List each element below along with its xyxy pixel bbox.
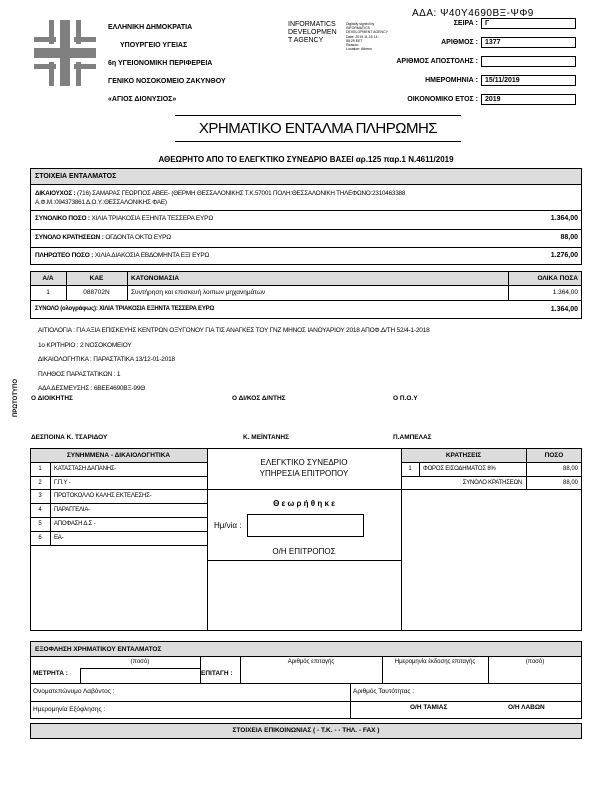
total-amount-words: ΧΙΛΙΑ ΤΡΙΑΚΟΣΙΑ ΕΞΗΝΤΑ ΤΕΣΣΕΡΑ ΕΥΡΩ [91,215,213,222]
cash-label: ΜΕΤΡΗΤΑ : [33,670,68,677]
stamp-small-7: Location: Athens [346,47,372,52]
supporting-item-1: ΚΑΤΑΣΤΑΣΗ ΔΑΠΑΝΗΣ- [54,466,117,472]
recipient-label: Ο/Η ΛΑΒΩΝ [508,704,545,711]
stamp-label-2: DEVELOPMEN [288,29,337,36]
stamp-label-3: T AGENCY [288,37,324,44]
signature-name-pou: Π.ΑΜΠΕΛΑΣ [393,434,432,441]
kae-col-kae: ΚΑΕ [89,275,104,282]
total-amount-value: 1.364,00 [550,215,578,222]
fiscal-year-label: ΟΙΚΟΝΟΜΙΚΟ ΕΤΟΣ : [407,96,478,103]
supporting-documents: ΔΙΚΑΙΟΛΟΓΗΤΙΚΑ : ΠΑΡΑΣΤΑΤΙΚΑ 13/12-01-2018 [38,356,175,363]
contact-footer: ΣΤΟΙΧΕΙΑ ΕΠΙΚΟΙΝΩΝΙΑΣ ( - Τ.Κ. - - ΤΗΛ. - FAX ) [232,727,380,734]
supporting-item-2: Γ.Π.Υ - [54,480,71,486]
deductions-header: ΚΡΑΤΗΣΕΙΣ [445,452,482,459]
signature-name-admin-director: Κ. ΜΕΪΝΤΑΝΗΣ [243,434,290,441]
org-line-ministry: ΥΠΟΥΡΓΕΙΟ ΥΓΕΙΑΣ [120,42,188,49]
audit-office-line-2: ΥΠΗΡΕΣΙΑ ΕΠΙΤΡΟΠΟΥ [259,469,349,478]
deductions-total-value: 88,00 [560,234,578,241]
check-amount-caption: (ποσό) [525,659,545,665]
stamp-small-2: INFORMATICS [346,26,370,31]
beneficiary-line-2: Α.Φ.Μ.:094373861 Δ.Ο.Υ.:ΘΕΣΣΑΛΟΝΙΚΗΣ ΦΑΕ) [35,199,167,206]
org-line-hospital-name: «ΑΓΙΟΣ ΔΙΟΝΥΣΙΟΣ» [108,96,177,103]
kae-row-amount: 1.364,00 [552,289,578,296]
kae-col-aa: Α/Α [42,275,54,282]
deductions-total-row-label: ΣΥΝΟΛΟ ΚΡΑΤΗΣΕΩΝ [462,480,522,486]
recipient-name-label: Ονοματεπώνυμο Λαβόντος : [33,688,115,695]
stamp-small-1: Digitally signed by [346,22,375,26]
check-issue-date-caption: Ημερομηνία έκδοσης επιταγής [394,659,476,665]
deductions-total-words: ΟΓΔΟΝΤΑ ΟΚΤΩ ΕΥΡΩ [105,234,171,241]
criterion: 1ο ΚΡΙΤΗΡΙΟ : 2 ΝΟΣΟΚΟΜΕΙΟΥ [38,341,132,349]
supporting-item-n-3: 3 [38,493,42,499]
number-field[interactable]: 1377 [481,37,576,48]
payable-amount-label: ΠΛΗΡΩΤΕΟ ΠΟΣΟ : [35,252,94,259]
supporting-item-n-5: 5 [38,521,42,527]
kae-row-code: 088702Ν [83,289,110,296]
kae-row-aa: 1 [46,289,50,296]
supporting-item-n-1: 1 [38,466,42,472]
signature-title-director: Ο ΔΙΟΙΚΗΤΗΣ [31,395,73,402]
stamp-label-1: INFORMATICS [288,21,336,28]
fiscal-year-field[interactable]: 2019 [481,94,576,105]
total-amount-label: ΣΥΝΟΛΙΚΟ ΠΟΣΟ : [35,215,90,222]
kae-row-name: Συντήρηση και επισκευή λοιπων μηχανημάτων [131,289,266,296]
original-side-label: ΠΡΩΤΟΤΥΠΟ [13,378,19,418]
payable-amount-value: 1.276,00 [550,252,578,259]
logo-cross-icon [34,20,96,86]
kae-col-amount: ΟΛΙΚΑ ΠΟΣΑ [537,275,578,282]
stoixeia-header: ΣΤΟΙΧΕΙΑ ΕΝΤΑΛΜΑΤΟΣ [35,173,117,180]
document-subtitle: ΑΘΕΩΡΗΤΟ ΑΠΟ ΤΟ ΕΛΕΓΚΤΙΚΟ ΣΥΝΕΔΡΙΟ ΒΑΣΕΙ αρ.125 παρ.1 Ν.4611/2019 [158,155,454,164]
org-line-region: 6η ΥΓΕΙΟΝΟΜΙΚΗ ΠΕΡΙΦΕΡΕΙΑ [108,60,213,67]
ada-code: ΑΔΑ: Ψ40Υ4690ΒΞ-ΨΦ9 [412,8,534,19]
supporting-header: ΣΥΝΗΜΜΕΝΑ - ΔΙΚΑΙΟΛΟΓΗΤΙΚΑ [66,452,171,459]
dispatch-number-label: ΑΡΙΘΜΟΣ ΑΠΟΣΤΟΛΗΣ : [396,58,478,65]
deductions-amount-header: ΠΟΣΟ [544,452,564,459]
deduction-row-amount: 88,00 [562,466,578,472]
stamp-small-4: Date: 2019.11.15 14: [346,34,379,39]
series-field[interactable]: Γ [481,18,576,29]
supporting-item-6: ΕΑ- [54,535,64,541]
org-line-hospital: ΓΕΝΙΚΟ ΝΟΣΟΚΟΜΕΙΟ ΖΑΚΥΝΘΟΥ [108,78,226,85]
beneficiary-label: ΔΙΚΑΙΟΥΧΟΣ : [35,190,76,197]
supporting-item-3: ΠΡΩΤΟΚΟΛΛΟ ΚΑΛΗΣ ΕΚΤΕΛΕΣΗΣ- [54,493,152,499]
check-number-caption: Αριθμός επιταγής [287,659,335,665]
stamp-small-6: Reason: [346,43,360,48]
audit-date-field[interactable] [247,514,364,537]
cash-amount-field[interactable] [80,668,200,683]
deductions-total-row-amount: 88,00 [562,480,578,486]
settlement-date-label: Ημερομηνία Εξόφλησης : [33,706,106,713]
kae-col-name: ΚΑΤΟΝΟΜΑΣΙΑ [131,275,180,282]
justification: ΑΙΤΙΟΛΟΓΙΑ : ΓΙΑ ΑΞΙΑ ΕΠΙΣΚΕΥΗΣ ΚΕΝΤΡΩΝ ΟΞΥΓΟΝΟΥ ΓΙΑ ΤΙΣ ΑΝΑΓΚΕΣ ΤΟΥ ΓΝΖ ΜΗΝΟΣ ΙΑΝΟΥΑΡΙΟΥ 2018 ΑΠΟΦ.Δ/ΤΗ 52/4-1-2018 [38,327,430,334]
cashier-label: Ο/Η ΤΑΜΙΑΣ [410,704,448,711]
kae-total-amount: 1.364,00 [550,306,578,313]
supporting-item-5: ΑΠΟΦΑΣΗ Δ.Σ - [54,521,96,527]
cash-amount-caption: (ποσό) [130,659,150,665]
id-number-label: Αριθμός Ταυτότητας : [353,688,415,695]
series-label: ΣΕΙΡΑ : [453,20,478,27]
signature-name-director: ΔΕΣΠΟΙΝΑ Κ. ΤΣΑΡΙΔΟΥ [31,434,108,441]
audit-commissioner: Ο/Η ΕΠΙΤΡΟΠΟΣ [272,547,336,556]
audit-office-line-1: ΕΛΕΓΚΤΙΚΟ ΣΥΝΕΔΡΙΟ [260,458,348,467]
supporting-item-n-2: 2 [38,480,42,486]
supporting-item-n-6: 6 [38,535,42,541]
date-label: ΗΜΕΡΟΜΗΝΙΑ : [425,77,478,84]
signature-title-pou: Ο Π.Ο.Υ [393,395,418,402]
supporting-item-4: ΠΑΡΑΓΓΕΛΙΑ- [54,507,90,513]
check-label: ΕΠΙΤΑΓΗ : [201,670,233,677]
commitment-ada: ΑΔΑ ΔΕΣΜΕΥΣΗΣ : 6ΒΕΕ4690ΒΞ-99Θ [38,385,146,392]
number-label: ΑΡΙΘΜΟΣ : [441,39,478,46]
date-field[interactable]: 15/11/2019 [481,75,576,86]
signature-title-admin-director: Ο ΔΙ/ΚΟΣ Δ/ΝΤΗΣ [232,395,286,402]
deduction-row-name: ΦΟΡΟΣ ΕΙΣΟΔΗΜΑΤΟΣ 8% [423,466,496,472]
documents-count: ΠΛΗΘΟΣ ΠΑΡΑΣΤΑΤΙΚΩΝ : 1 [38,370,121,378]
stamp-small-5: 58:29 EET [346,38,363,43]
payable-amount-words: ΧΙΛΙΑ ΔΙΑΚΟΣΙΑ ΕΒΔΟΜΗΝΤΑ ΕΞΙ ΕΥΡΩ [94,252,210,259]
kae-total-label: ΣΥΝΟΛΟ (ολογράφως): ΧΙΛΙΑ ΤΡΙΑΚΟΣΙΑ ΕΞΗΝΤΑ ΤΕΣΣΕΡΑ ΕΥΡΩ [35,306,215,312]
deductions-total-label: ΣΥΝΟΛΟ ΚΡΑΤΗΣΕΩΝ : [35,234,104,241]
stamp-small-3: DEVELOPMENT AGENCY [346,30,388,35]
org-line-republic: ΕΛΛΗΝΙΚΗ ΔΗΜΟΚΡΑΤΙΑ [108,24,193,31]
audit-date-label: Ημ/νία : [214,521,242,530]
beneficiary-line-1: (716) ΣΑΜΑΡΑΣ ΓΕΩΡΓΙΟΣ ΑΒΕΕ- (ΘΕΡΜΗ ΘΕΣΣΑΛΟΝΙΚΗΣ Τ.Κ.57001 ΠΟΛΗ:ΘΕΣΣΑΛΟΝΙΚΗ ΤΗΛΕΦΩΝΟ:2310463388 [76,190,406,197]
supporting-item-n-4: 4 [38,507,42,513]
settlement-header: ΕΞΟΦΛΗΣΗ ΧΡΗΜΑΤΙΚΟΥ ΕΝΤΑΛΜΑΤΟΣ [35,646,162,653]
dispatch-number-field[interactable] [481,56,576,67]
audited-label: Θ ε ω ρ ή θ η κ ε [273,499,335,508]
document-title: ΧΡΗΜΑΤΙΚΟ ΕΝΤΑΛΜΑ ΠΛΗΡΩΜΗΣ [198,120,438,137]
deduction-row-n: 1 [408,466,412,472]
